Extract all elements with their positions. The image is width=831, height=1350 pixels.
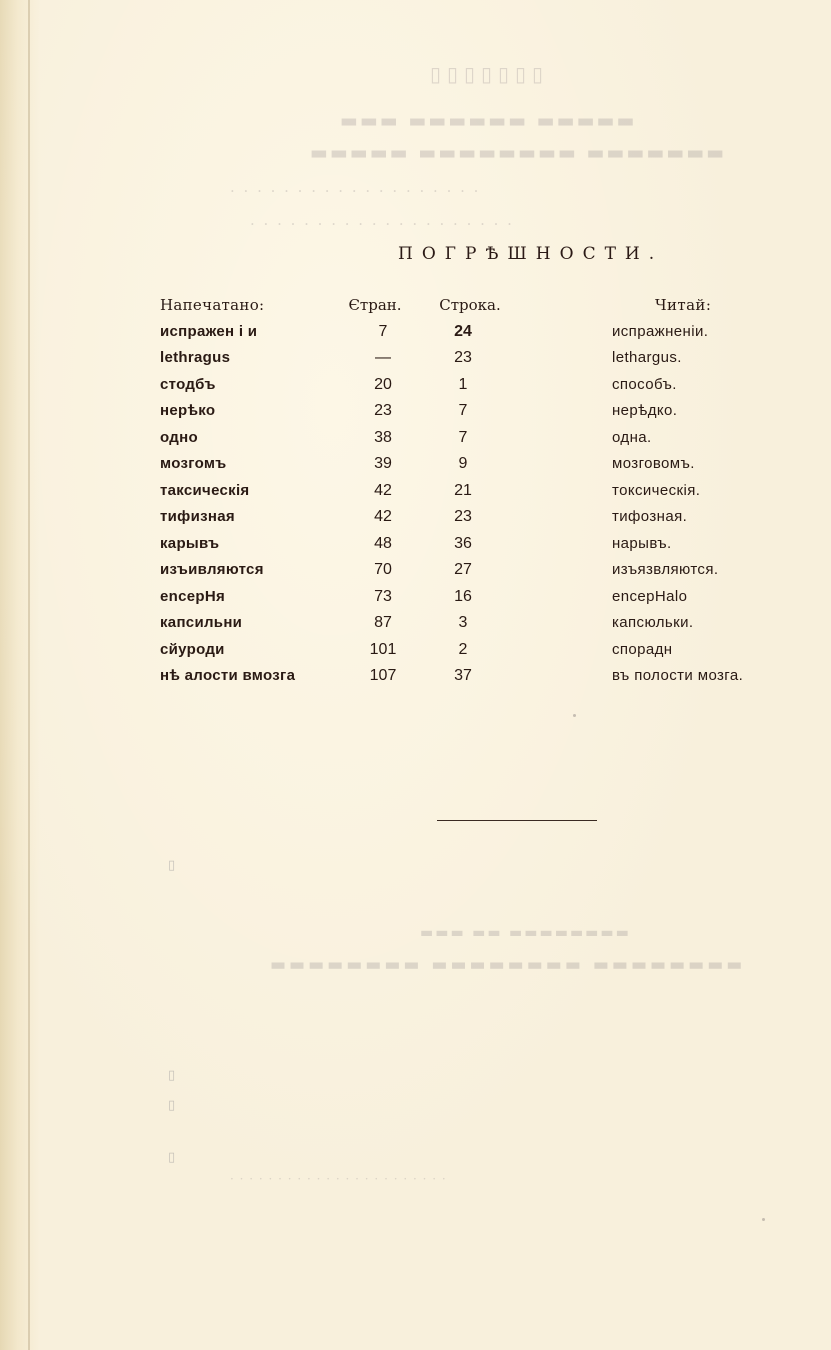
bleed-through-line: ▬▬▬ ▬▬ ▬▬▬▬▬▬▬▬ [420,925,631,941]
line-cell: 16 [454,587,472,605]
bleed-through-heading: ▯▯▯▯▯▯▯ [430,62,550,86]
line-cell: 1 [458,375,468,393]
read-cell: lethargus. [612,349,682,366]
table-row [160,531,800,558]
page-cell: 7 [378,322,388,340]
page-cell: 48 [374,534,392,552]
bleed-through-mark: ▯ [168,1098,176,1113]
read-cell: encepНalo [612,587,688,605]
line-cell: 24 [454,322,472,340]
page-cell: 23 [374,402,392,419]
line-cell: 23 [454,349,472,366]
page-cell: 107 [369,667,397,684]
column-header-page: Єтран. [348,296,402,314]
line-cell: 7 [458,428,468,446]
printed-cell: испражен і и [160,322,258,340]
read-cell: тифозная. [612,508,688,525]
table-row [160,425,800,452]
read-cell: одна. [612,428,652,446]
table-row [160,372,800,399]
printed-cell: мозгомъ [160,455,227,472]
column-header-printed: Напечатано: [160,296,265,314]
bleed-through-line: ▬▬▬▬▬ ▬▬▬▬▬▬▬▬ ▬▬▬▬▬▬▬ [310,142,727,164]
paper-speck [762,1218,765,1221]
line-cell: 23 [454,508,472,525]
table-row [160,398,800,425]
table-row [160,610,800,637]
read-cell: спорадн [612,640,673,658]
read-cell: изъязвляются. [612,561,719,578]
line-cell: 2 [458,640,468,658]
bleed-through-line: · · · · · · · · · · · · · · · · · · · [230,182,481,200]
table-row [160,345,800,372]
read-cell: нарывъ. [612,534,672,552]
page-cell: 101 [369,640,397,658]
printed-cell: стодбъ [160,375,216,393]
section-divider [437,820,597,821]
page-cell: 42 [374,508,392,525]
table-row [160,663,800,690]
page-cell: 73 [374,587,392,605]
table-row [160,584,800,611]
read-cell: мозговомъ. [612,455,695,472]
printed-cell: изъивляются [160,561,264,578]
column-header-line: Строка. [439,296,501,314]
line-cell: 37 [454,667,472,684]
printed-cell: нерѣко [160,402,216,419]
line-cell: 36 [454,534,472,552]
table-row [160,637,800,664]
read-cell: въ полости мозга. [612,667,744,684]
page-cell: 39 [374,455,392,472]
line-cell: 9 [458,455,468,472]
errata-table [160,292,800,690]
paper-speck [573,714,576,717]
printed-cell: lethragus [160,349,231,366]
table-row [160,504,800,531]
line-cell: 3 [458,614,468,631]
page-title: ПОГРѢШНОСТИ. [398,244,664,264]
line-cell: 21 [454,481,472,499]
line-cell: 27 [454,561,472,578]
page-cell: 20 [374,375,392,393]
bleed-through-line: · · · · · · · · · · · · · · · · · · · · [250,215,514,233]
printed-cell: нѣ алости вмозга [160,667,296,684]
bleed-through-line: ▬▬▬▬▬▬▬▬ ▬▬▬▬▬▬▬▬ ▬▬▬▬▬▬▬▬ [270,955,746,975]
read-cell: способъ. [612,375,677,393]
printed-cell: одно [160,428,198,446]
printed-cell: капсильни [160,614,243,631]
table-header [160,292,800,319]
printed-cell: тифизная [160,508,235,525]
table-row [160,319,800,346]
printed-cell: encepНя [160,587,226,605]
read-cell: нерѣдко. [612,402,678,419]
page-cell: 70 [374,561,392,578]
bleed-through-line: · · · · · · · · · · · · · · · · · · · · · · · [230,1172,447,1186]
page-cell: — [375,349,391,366]
read-cell: капсюльки. [612,614,694,631]
printed-cell: карывъ [160,534,220,552]
bleed-through-line: ▬▬▬ ▬▬▬▬▬▬ ▬▬▬▬▬ [340,110,637,132]
printed-cell: таксическія [160,481,250,499]
read-cell: токсическія. [612,481,701,499]
read-cell: испражненіи. [612,322,709,340]
page-cell: 42 [374,481,392,499]
table-row [160,557,800,584]
bleed-through-mark: ▯ [168,858,176,873]
bleed-through-mark: ▯ [168,1150,176,1165]
line-cell: 7 [458,402,468,419]
bleed-through-mark: ▯ [168,1068,176,1083]
page-cell: 87 [374,614,392,631]
table-row [160,478,800,505]
column-header-read: Читай: [655,296,712,314]
page-cell: 38 [374,428,392,446]
printed-cell: сйуроди [160,640,225,658]
table-row [160,451,800,478]
